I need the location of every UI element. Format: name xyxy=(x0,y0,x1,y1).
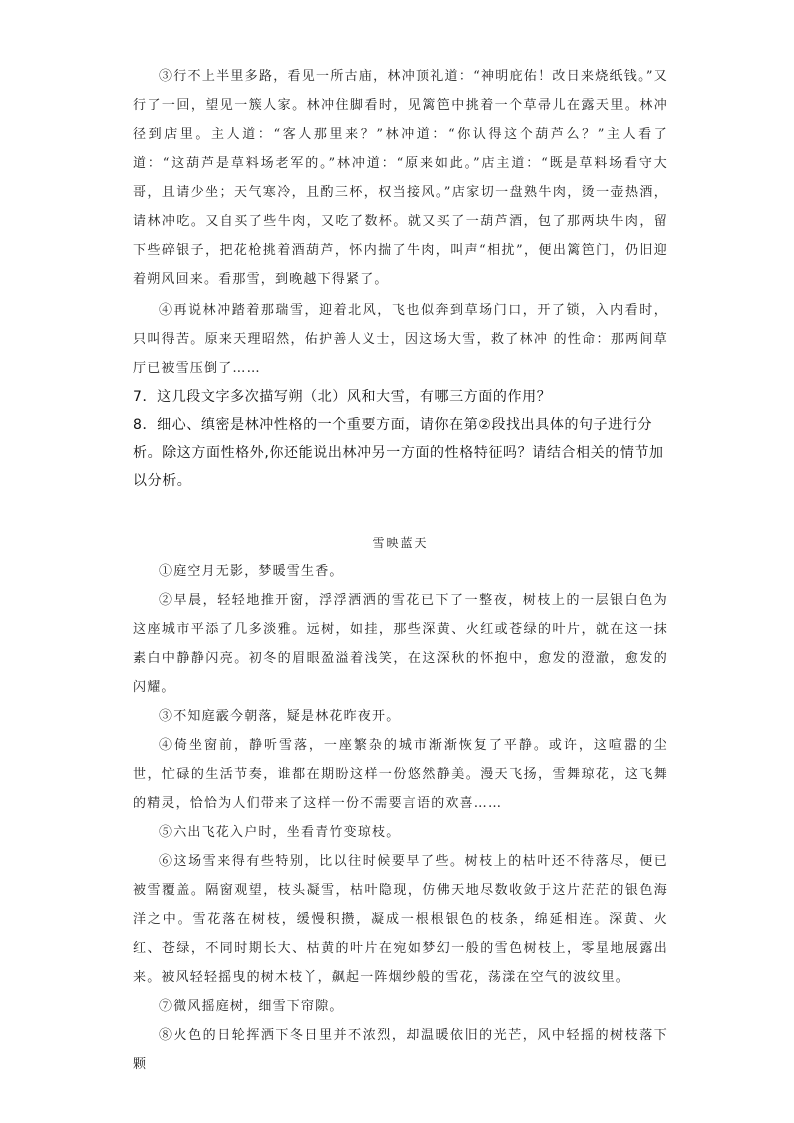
question-8: 8．细心、缜密是林冲性格的一个重要方面，请你在第②段找出具体的句子进行分析。除这方面性格外,你还能说出林冲另一方面的性格特征吗？请结合相关的情节加以分析。 xyxy=(133,417,664,489)
section-spacer xyxy=(133,495,668,529)
passage1-paragraph-4: ④再说林冲踏着那瑞雪，迎着北风，飞也似奔到草场门口，开了锁，入内看时，只叫得苦。原来天理昭然，佑护善人义士，因这场大雪，救了林冲 的性命：那两间草厅已被雪压倒了…… xyxy=(133,303,668,376)
passage2-paragraph-7: ⑦微风摇庭树，细雪下帘隙。 xyxy=(159,999,344,1014)
passage2-paragraph-8: ⑧火色的日轮挥洒下冬日里并不浓烈，却温暖依旧的光芒，风中轻摇的树枝落下颗 xyxy=(133,1028,668,1072)
passage1-paragraph-3: ③行不上半里多路，看见一所古庙，林冲顶礼道：“神明庇佑！改日来烧纸钱。”又行了一回，望见一簇人家。林冲住脚看时，见篱笆中挑着一个草帚儿在露天里。林冲径到店里。主人道：“客人那里来？”林冲道：“你认得这个葫芦么？”主人看了道：“这葫芦是草料场老军的。”林冲道：“原来如此。”店主道：“既是草料场看守大哥，且请少坐；天气寒冷，且酌三杯，权当接风。”店家切一盘熟牛肉，烫一壶热酒，请林冲吃。又自买了些牛肉，又吃了数杯。就又买了一葫芦酒，包了那两块牛肉，留下些碎银子，把花枪挑着酒葫芦，怀内揣了牛肉，叫声“相扰”，便出篱笆门，仍旧迎着朔风回来。看那雪，到晚越下得紧了。 xyxy=(133,69,668,287)
passage2-paragraph-1: ①庭空月无影，梦暖雪生香。 xyxy=(159,564,344,579)
passage2-paragraph-5: ⑤六出飞花入户时，坐看青竹变琼枝。 xyxy=(159,825,401,840)
passage2-paragraph-6: ⑥这场雪来得有些特别，比以往时候要早了些。树枝上的枯叶还不待落尽，便已被雪覆盖。隔窗观望，枝头凝雪，枯叶隐现，仿佛天地尽数收敛于这片茫茫的银色海洋之中。雪花落在树枝，缓慢积攒，凝成一根根银色的枝条，绵延相连。深黄、火红、苍绿，不同时期长大、枯黄的叶片在宛如梦幻一般的雪色树枝上，零星地展露出来。被风轻轻摇曳的树木枝丫，飙起一阵烟纱般的雪花，荡漾在空气的波纹里。 xyxy=(133,854,668,985)
question-7: 7．这几段文字多次描写朔（北）风和大雪，有哪三方面的作用？ xyxy=(133,389,552,405)
passage2-paragraph-3: ③不知庭霰今朝落，疑是林花昨夜开。 xyxy=(159,709,401,724)
passage2-paragraph-2: ②早晨，轻轻地推开窗，浮浮洒洒的雪花已下了一整夜，树枝上的一层银白色为这座城市平添了几多淡雅。远树，如挂，那些深黄、火红或苍绿的叶片，就在这一抹素白中静静闪亮。初冬的眉眼盈溢着浅笑，在这深秋的怀抱中，愈发的澄澈，愈发的闪耀。 xyxy=(133,593,668,695)
passage2-paragraph-4: ④倚坐窗前，静听雪落，一座繁杂的城市渐渐恢复了平静。或许，这喧嚣的尘世，忙碌的生活节奏，谁都在期盼这样一份悠然静美。漫天飞扬，雪舞琼花，这飞舞的精灵，恰恰为人们带来了这样一份不需要言语的欢喜…… xyxy=(133,738,668,811)
page-content xyxy=(133,62,668,1079)
passage2-title: 雪映蓝天 xyxy=(372,536,429,550)
